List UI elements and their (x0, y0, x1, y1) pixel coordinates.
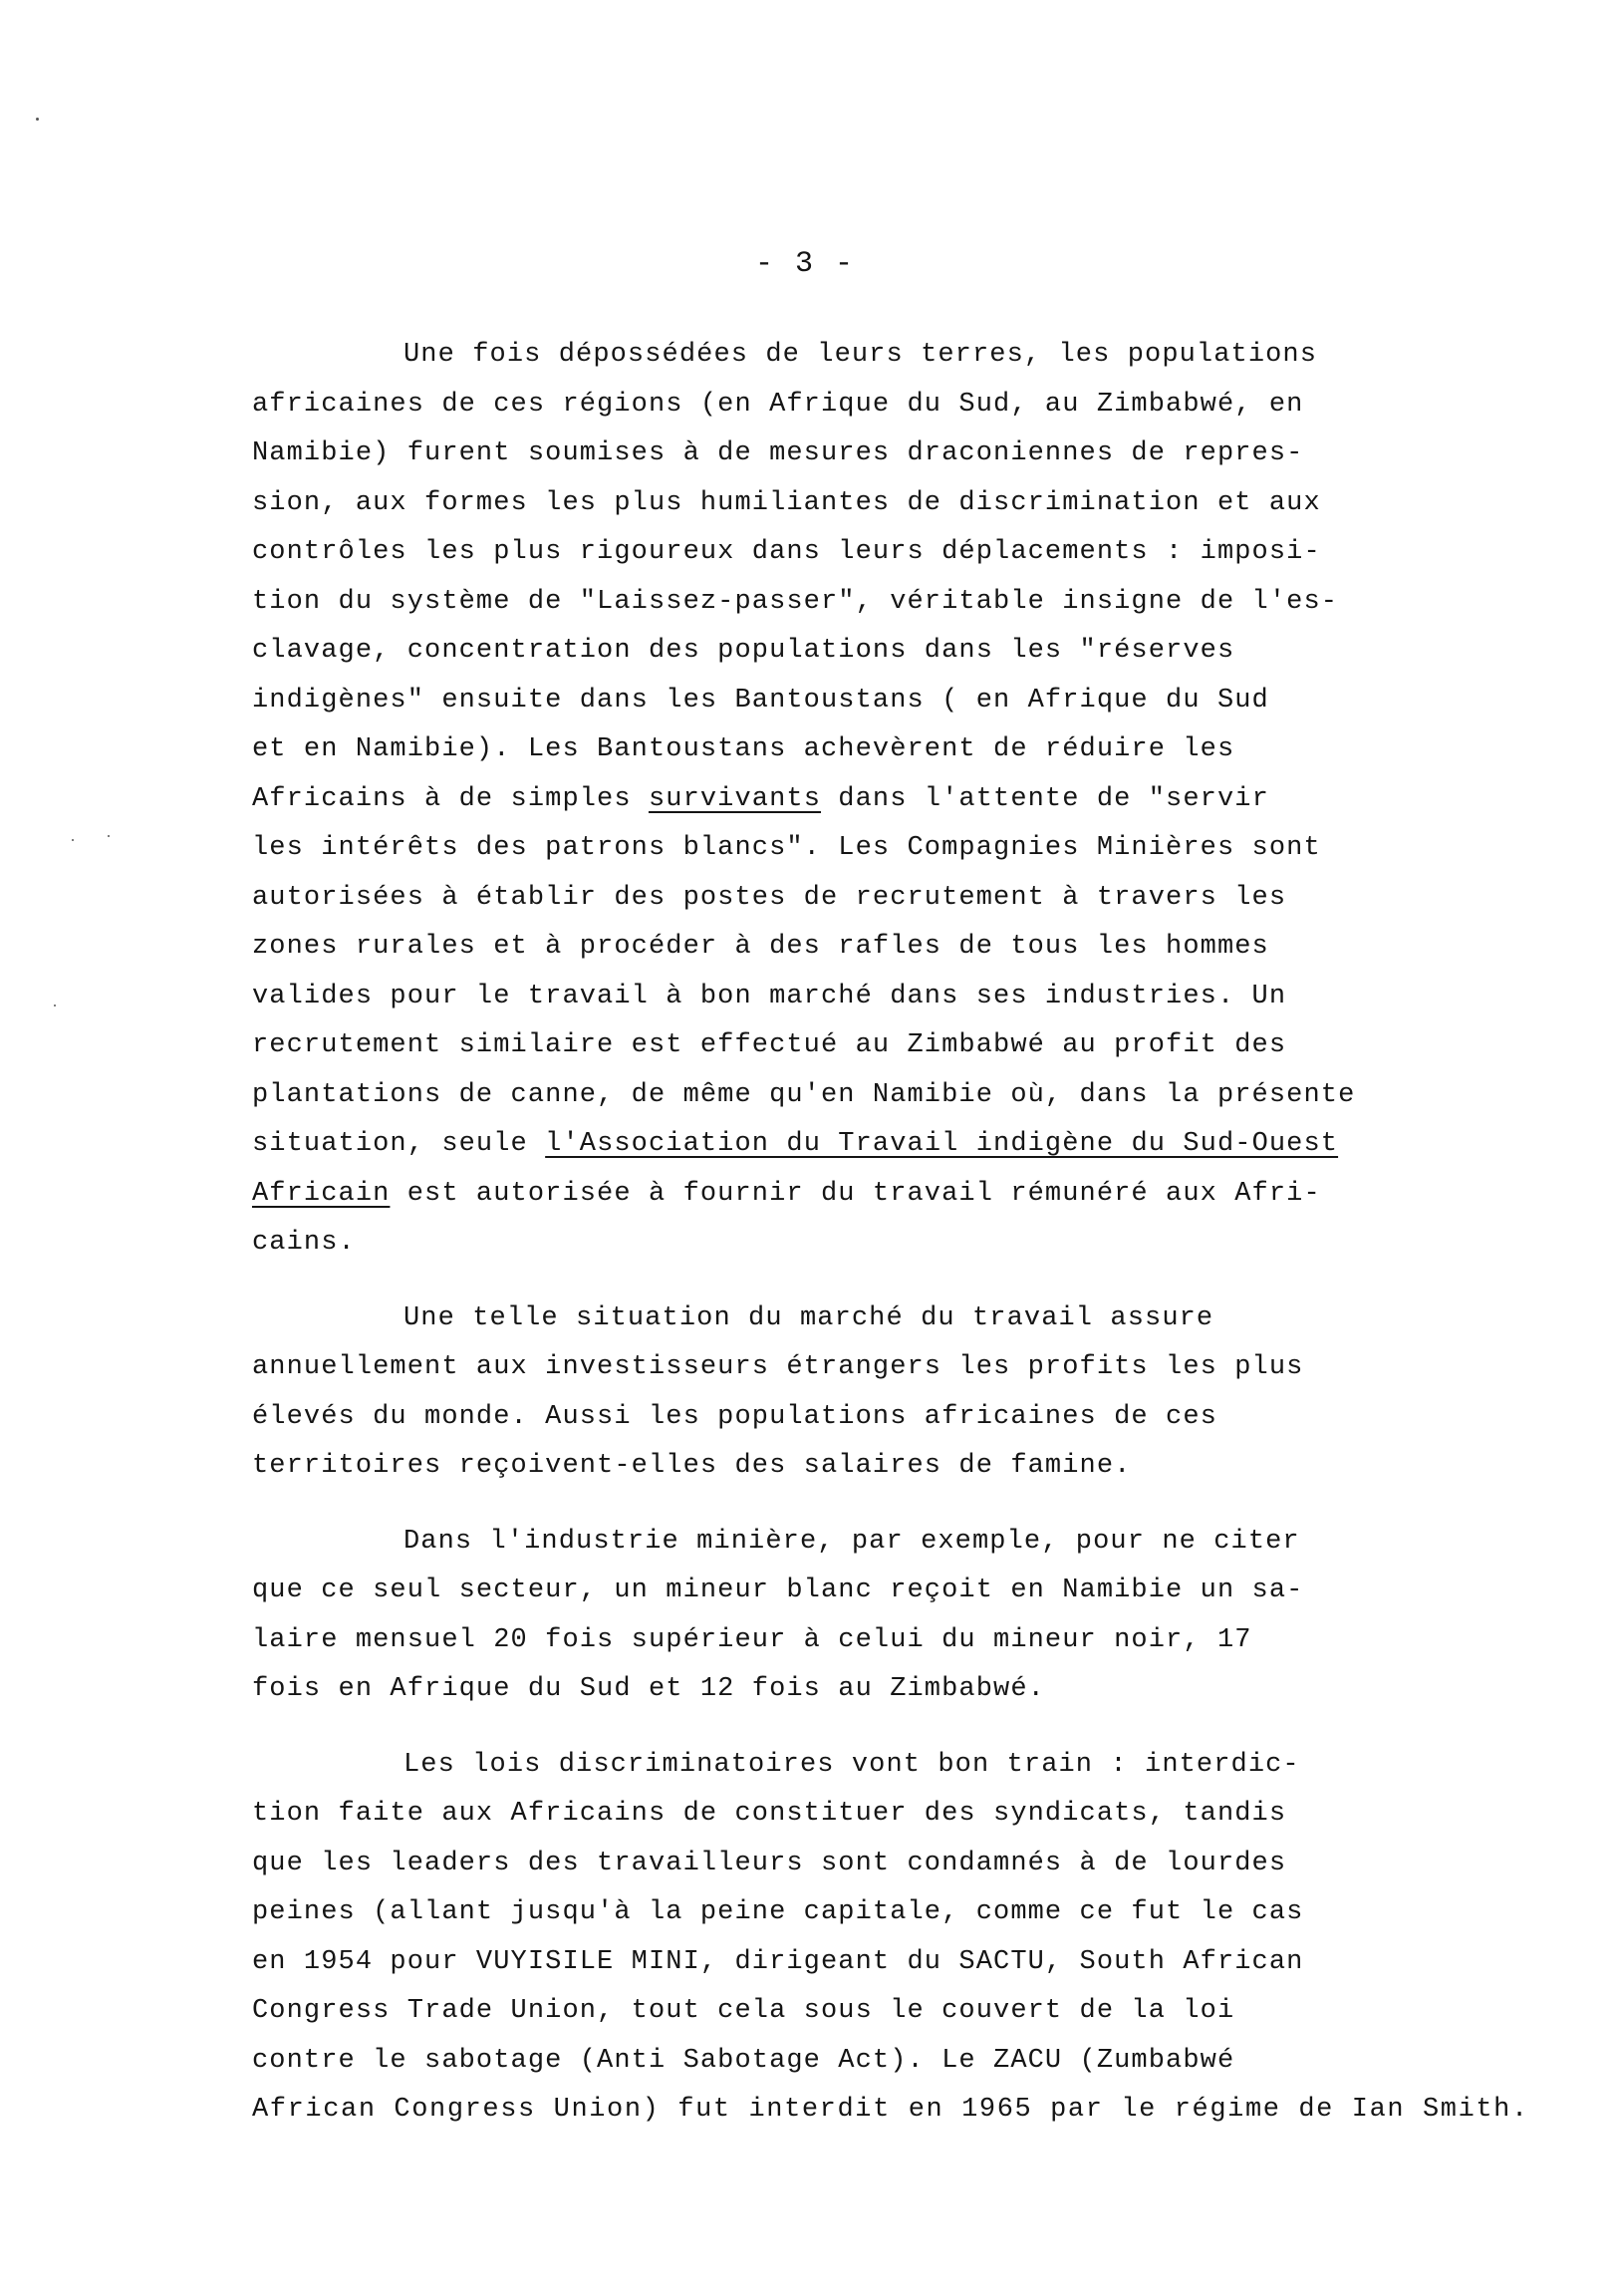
text-line: recrutement similaire est effectué au Zimbabwé au profit des (252, 1030, 1287, 1060)
text-line: Africain est autorisée à fournir du travail rémunéré aux Afri- (252, 1178, 1321, 1209)
text-line: plantations de canne, de même qu'en Namibie où, dans la présente (252, 1079, 1356, 1110)
scan-speck (54, 1004, 56, 1006)
text-line: Les lois discriminatoires vont bon train : interdic- (403, 1749, 1300, 1780)
page-number: - 3 - (754, 247, 855, 281)
text-line: contre le sabotage (Anti Sabotage Act). Le ZACU (Zumbabwé (252, 2045, 1235, 2076)
text-line: Une fois dépossédées de leurs terres, les populations (403, 340, 1318, 370)
text-line: indigènes" ensuite dans les Bantoustans ( en Afrique du Sud (252, 685, 1269, 716)
text-line: cains. (252, 1228, 356, 1258)
text-line: que les leaders des travailleurs sont condamnés à de lourdes (252, 1848, 1287, 1878)
text-line: peines (allant jusqu'à la peine capitale, comme ce fut le cas (252, 1897, 1304, 1927)
underlined-text: Africain (252, 1178, 391, 1209)
underlined-text: survivants (648, 783, 821, 814)
text-line: africaines de ces régions (en Afrique du Sud, au Zimbabwé, en (252, 389, 1304, 420)
scan-speck (36, 118, 39, 121)
text-line: laire mensuel 20 fois supérieur à celui du mineur noir, 17 (252, 1624, 1252, 1655)
text-line: territoires reçoivent-elles des salaires de famine. (252, 1451, 1132, 1481)
body-text (252, 331, 1529, 2161)
text-line: African Congress Union) fut interdit en 1965 par le régime de Ian Smith. (252, 2095, 1529, 2125)
text-line: en 1954 pour VUYISILE MINI, dirigeant du SACTU, South African (252, 1946, 1304, 1977)
paragraph (252, 331, 1428, 1269)
paragraph (252, 1518, 1428, 1715)
text-line: élevés du monde. Aussi les populations africaines de ces (252, 1401, 1217, 1432)
text-line: annuellement aux investisseurs étrangers les profits les plus (252, 1352, 1304, 1382)
text-line: que ce seul secteur, un mineur blanc reçoit en Namibie un sa- (252, 1576, 1304, 1605)
text-line: Africains à de simples survivants dans l'attente de "servir (252, 783, 1269, 814)
paragraph (252, 1741, 1529, 2136)
text-line: autorisées à établir des postes de recrutement à travers les (252, 882, 1287, 913)
text-line: sion, aux formes les plus humiliantes de discrimination et aux (252, 487, 1321, 518)
text-line: contrôles les plus rigoureux dans leurs déplacements : imposi- (252, 537, 1321, 567)
text-line: les intérêts des patrons blancs". Les Compagnies Minières sont (252, 833, 1321, 863)
scan-speck (108, 835, 110, 837)
text-line: Dans l'industrie minière, par exemple, pour ne citer (403, 1526, 1300, 1557)
text-line: valides pour le travail à bon marché dans ses industries. Un (252, 981, 1287, 1011)
text-line: fois en Afrique du Sud et 12 fois au Zimbabwé. (252, 1674, 1045, 1704)
text-line: et en Namibie). Les Bantoustans achevèrent de réduire les (252, 734, 1235, 764)
paragraph (252, 1294, 1428, 1492)
underlined-text: l'Association du Travail indigène du Sud-Ouest (545, 1129, 1339, 1159)
text-line: situation, seule l'Association du Travail indigène du Sud-Ouest (252, 1129, 1339, 1159)
text-line: tion du système de "Laissez-passer", véritable insigne de l'es- (252, 586, 1339, 617)
text-line: Congress Trade Union, tout cela sous le couvert de la loi (252, 1996, 1235, 2026)
text-line: Namibie) furent soumises à de mesures draconiennes de repres- (252, 438, 1304, 468)
text-line: clavage, concentration des populations dans les "réserves (252, 636, 1235, 666)
scan-speck (72, 839, 74, 841)
text-line: Une telle situation du marché du travail assure (403, 1302, 1214, 1333)
text-line: zones rurales et à procéder à des rafles de tous les hommes (252, 932, 1269, 962)
text-line: tion faite aux Africains de constituer des syndicats, tandis (252, 1799, 1287, 1829)
